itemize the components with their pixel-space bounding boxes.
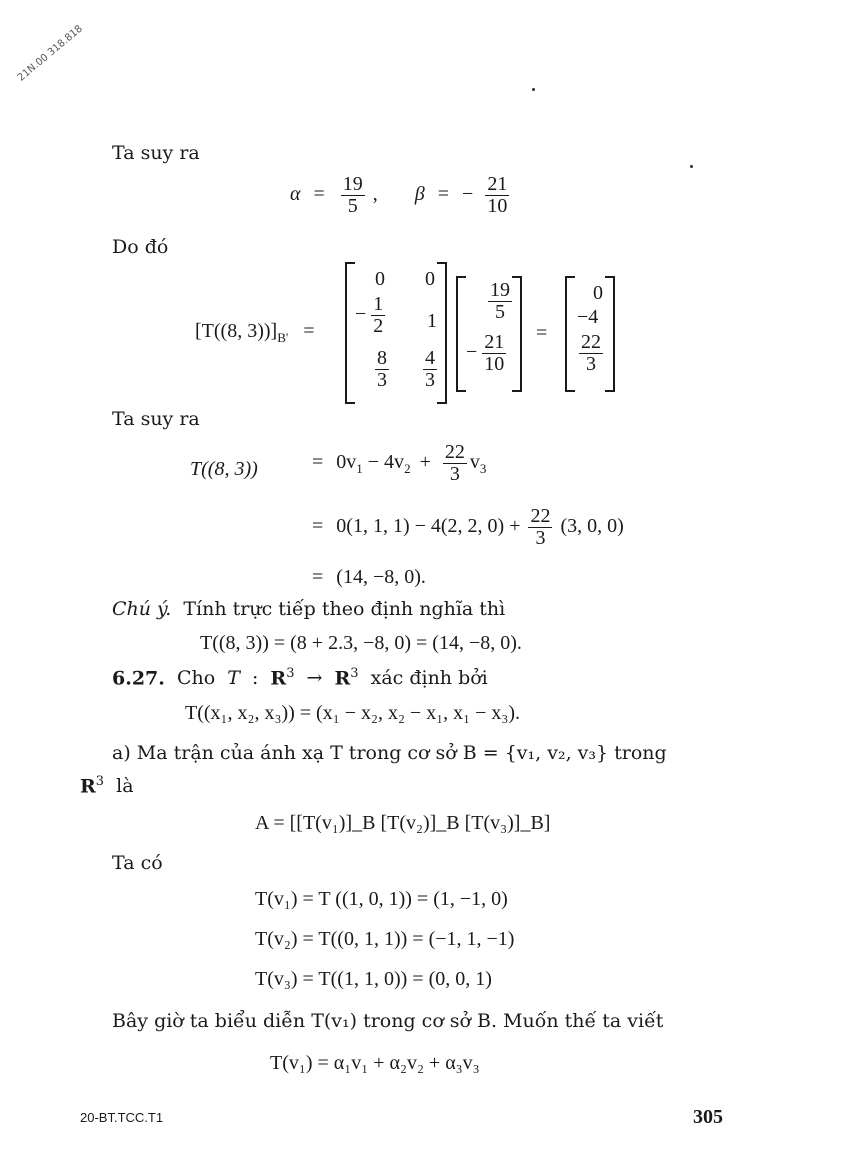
m1-r2c1-den: 2 xyxy=(373,315,384,337)
m1-r3c2-num: 4 xyxy=(425,347,435,369)
minus-sign: − xyxy=(462,183,474,206)
m2-r1-num: 19 xyxy=(490,279,510,301)
comma: , xyxy=(372,183,378,206)
bracket-right xyxy=(512,276,522,392)
A-equation: A = [[T(v₁)]_B [T(v₂)]_B [T(v₃)]_B] xyxy=(255,812,551,834)
tv-line-1: T(v₁) = T ((1, 0, 1)) = (1, −1, 0) xyxy=(255,888,508,910)
ta-co: Ta có xyxy=(112,852,163,874)
t3-text: (14, −8, 0). xyxy=(336,566,426,588)
beta-fraction xyxy=(485,174,509,217)
alpha-symbol: α xyxy=(290,183,301,206)
bracket-right xyxy=(605,276,615,392)
problem-T: T xyxy=(227,667,240,690)
beta-num: 21 xyxy=(487,173,508,195)
tv-line-3: T(v₃) = T((1, 1, 0)) = (0, 0, 1) xyxy=(255,968,492,990)
problem-text2: xác định bởi xyxy=(370,667,488,690)
m2-r1 xyxy=(488,280,512,323)
eq-sign: = xyxy=(312,451,324,474)
note-line xyxy=(112,598,505,620)
t-line-1-lhs-text: T((8, 3)) xyxy=(190,458,258,480)
matrix-lhs-sub: B' xyxy=(277,330,289,345)
t2-fraction xyxy=(528,506,552,549)
eq-sign: = xyxy=(303,320,315,342)
t2-text: 0(1, 1, 1) − 4(2, 2, 0) + xyxy=(336,515,521,538)
m1-r3c1-num: 8 xyxy=(377,347,387,369)
m2-r2-sign: − xyxy=(466,341,478,364)
m1-r2c1 xyxy=(355,294,385,337)
m3-r3 xyxy=(579,332,603,375)
tv-line-2: T(v₂) = T((0, 1, 1)) = (−1, 1, −1) xyxy=(255,928,515,950)
intro-ta-suy-ra-2: Ta suy ra xyxy=(112,408,200,430)
bracket-left xyxy=(345,262,355,404)
t1-den: 3 xyxy=(449,463,460,485)
t1-part2: − 4v xyxy=(367,451,405,474)
problem-R2: R xyxy=(334,667,351,690)
problem-R: R xyxy=(270,667,287,690)
m1-r2c1-num: 1 xyxy=(373,293,384,315)
problem-exp: 3 xyxy=(286,666,295,681)
note-text: Tính trực tiếp theo định nghĩa thì xyxy=(183,598,506,620)
t2-den: 3 xyxy=(535,527,546,549)
m2-r1-den: 5 xyxy=(495,301,505,323)
t-line-1-rhs xyxy=(312,442,486,485)
plus-sign: + xyxy=(419,451,431,474)
t1-part1: 0v xyxy=(336,451,357,474)
part-a-exp: 3 xyxy=(95,774,105,789)
t-line-2 xyxy=(312,506,624,549)
m1-r2c1-frac xyxy=(371,294,385,337)
footer-code: 20-BT.TCC.T1 xyxy=(80,1110,164,1125)
eq-sign: = xyxy=(312,515,324,538)
t1-sub2: 2 xyxy=(404,461,411,477)
m1-r2c1-sign: − xyxy=(355,303,367,326)
eq-sign: = xyxy=(437,183,450,206)
scan-corner-mark: 21N.00 318.818 xyxy=(15,23,85,84)
t1-part3: v xyxy=(469,451,480,474)
m1-r3c2-den: 3 xyxy=(425,369,435,391)
m1-r3c2 xyxy=(423,348,437,391)
t-line-3 xyxy=(312,566,426,589)
intro-ta-suy-ra: Ta suy ra xyxy=(112,142,200,164)
m1-r3c1-den: 3 xyxy=(377,369,387,391)
note-label: Chú ý. xyxy=(112,598,172,620)
matrix-transformation xyxy=(345,262,447,404)
page-number: 305 xyxy=(693,1106,723,1128)
m2-r1-frac xyxy=(488,280,512,323)
t2-tail: (3, 0, 0) xyxy=(560,515,624,538)
m1-r1c2: 0 xyxy=(425,268,435,290)
problem-text1: Cho xyxy=(176,667,216,690)
t1-sub3: 3 xyxy=(479,461,487,477)
last-equation: T(v₁) = α₁v₁ + α₂v₂ + α₃v₃ xyxy=(270,1052,480,1074)
m1-r1c1: 0 xyxy=(375,268,385,290)
t2-num: 22 xyxy=(530,505,551,527)
matrix-result xyxy=(565,276,615,392)
problem-arrow: → xyxy=(306,667,323,690)
beta-symbol: β xyxy=(414,183,425,206)
scan-speck xyxy=(690,165,693,168)
note-equation: T((8, 3)) = (8 + 2.3, −8, 0) = (14, −8, 0). xyxy=(200,632,522,654)
alpha-fraction xyxy=(341,174,365,217)
problem-colon: : xyxy=(251,667,259,690)
problem-number: 6.27. xyxy=(112,667,165,690)
scan-speck xyxy=(532,88,535,91)
bracket-left xyxy=(565,276,575,392)
bay-gio-line: Bây giờ ta biểu diễn T(v₁) trong cơ sở B. Muốn thế ta viết xyxy=(112,1010,664,1032)
part-a-la: là xyxy=(116,775,134,798)
problem-exp2: 3 xyxy=(350,666,359,681)
m1-r3c2-frac xyxy=(423,348,437,391)
m3-r3-frac xyxy=(579,332,603,375)
m3-r3-num: 22 xyxy=(581,331,601,353)
bracket-right xyxy=(437,262,447,404)
t1-fraction xyxy=(443,442,467,485)
t1-sub1: 1 xyxy=(356,461,363,477)
intro-do-do: Do đó xyxy=(112,236,169,258)
t-line-1-lhs xyxy=(190,458,258,481)
matrix-coordinates xyxy=(456,276,522,392)
eq-sign: = xyxy=(313,183,325,206)
alpha-den: 5 xyxy=(347,195,358,217)
m3-r1: 0 xyxy=(593,282,603,304)
m1-r2c2: 1 xyxy=(427,310,437,332)
bracket-left xyxy=(456,276,466,392)
m3-r2: −4 xyxy=(577,306,599,328)
m3-r3-den: 3 xyxy=(586,353,596,375)
m1-r3c1 xyxy=(375,348,389,391)
m2-r2-frac xyxy=(482,332,506,375)
alpha-beta-equation xyxy=(290,174,512,217)
alpha-num: 19 xyxy=(342,173,363,195)
eq-sign: = xyxy=(536,322,548,344)
matrix-lhs-text: [T((8, 3))] xyxy=(195,320,278,342)
part-a-line: a) Ma trận của ánh xạ T trong cơ sở B = {v₁, v₂, v₃} trong xyxy=(112,742,667,764)
part-a-continuation xyxy=(80,774,134,797)
m1-r3c1-frac xyxy=(375,348,389,391)
part-a-R: R xyxy=(80,775,96,798)
definition-equation: T((x₁, x₂, x₃)) = (x₁ − x₂, x₂ − x₁, x₁ − x₃). xyxy=(185,702,521,724)
t1-num: 22 xyxy=(444,441,465,463)
matrix-lhs xyxy=(195,320,314,346)
problem-heading xyxy=(112,666,488,689)
m2-r2 xyxy=(466,332,506,375)
m2-r2-num: 21 xyxy=(484,331,505,353)
m2-r2-den: 10 xyxy=(484,353,505,375)
beta-den: 10 xyxy=(487,195,508,217)
eq-sign: = xyxy=(312,566,324,588)
